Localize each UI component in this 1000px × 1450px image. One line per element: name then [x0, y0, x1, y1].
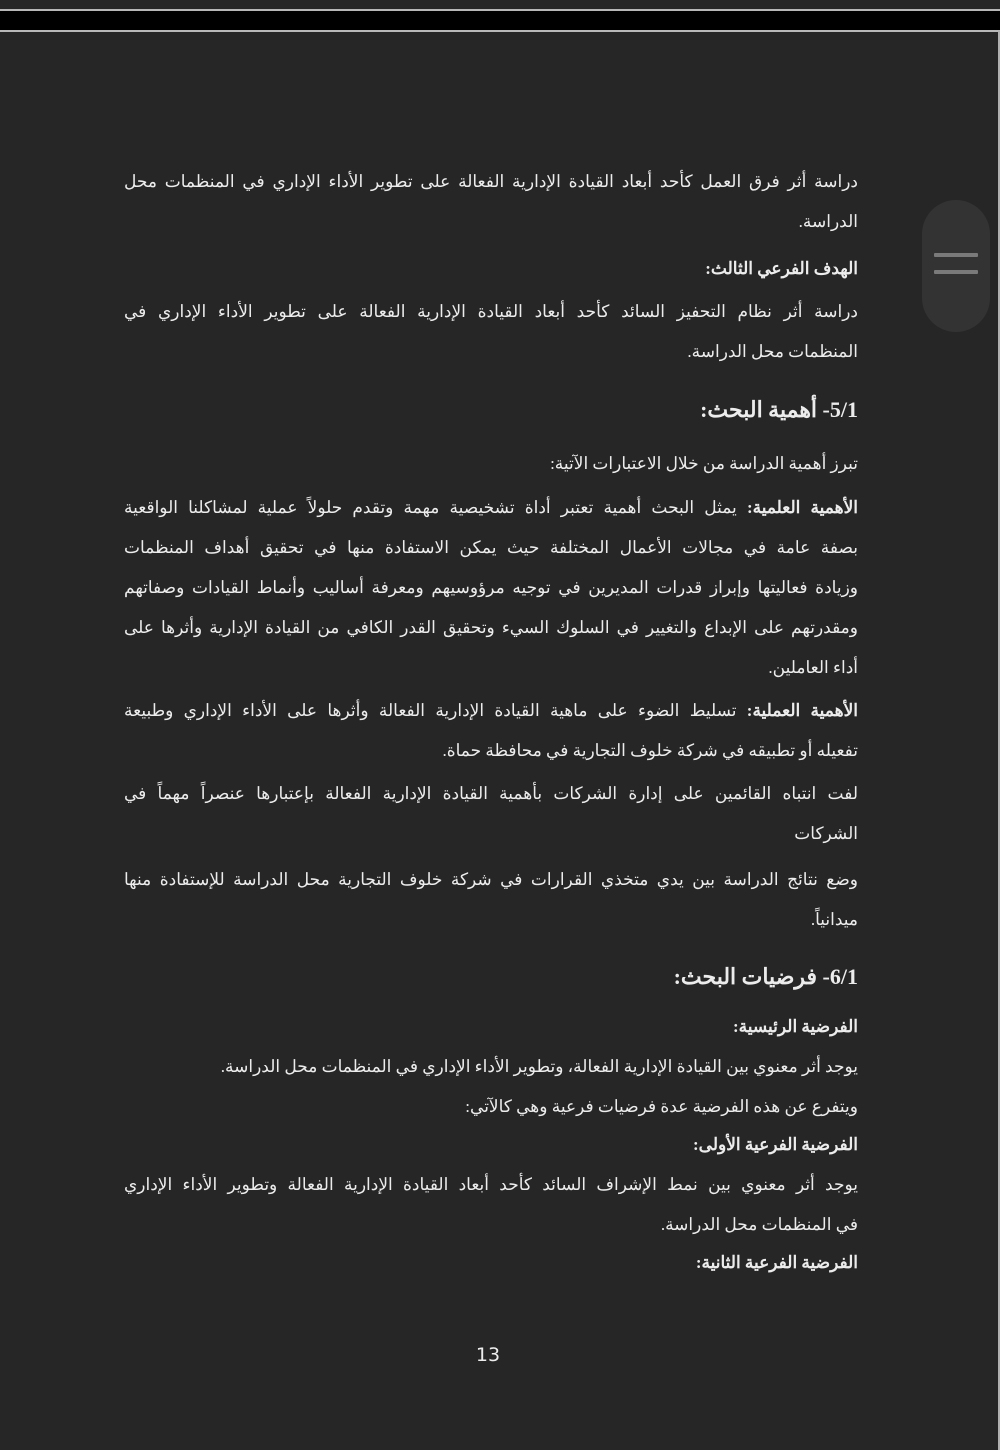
label-practical-importance: الأهمية العملية:: [746, 701, 858, 720]
paragraph-line: وضع نتائج الدراسة بين يدي متخذي القرارات في شركة خلوف التجارية محل الدراسة للإستفادة منها: [124, 870, 858, 889]
paragraph-line-scientific-importance: الأهمية العلمية: يمثل البحث أهمية تعتبر أداة تشخيصية مهمة وتقدم حلولاً عملية لمشاكلنا الواقعية: [124, 498, 859, 517]
paragraph-line: ومقدرتهم على الإبداع والتغيير في السلوك السيء وتحقيق القدر الكافي من القيادة الإدارية وأثرها على: [124, 618, 858, 637]
paragraph-line: تفعيله أو تطبيقه في شركة خلوف التجارية في محافظة حماة.: [442, 741, 858, 760]
paragraph-line: الشركات: [794, 824, 858, 843]
section-heading-research-importance: 5/1- أهمية البحث:: [700, 397, 858, 422]
paragraph-line: في المنظمات محل الدراسة.: [660, 1215, 858, 1234]
subheading-third-sub-objective: الهدف الفرعي الثالث:: [705, 259, 858, 278]
toolbar-bar: [0, 11, 1000, 30]
paragraph-line: بصفة عامة في مجالات الأعمال المختلفة حيث يمكن الاستفادة منها في تحقيق أهداف المنظمات: [124, 538, 858, 557]
subheading-first-sub-hypothesis: الفرضية الفرعية الأولى:: [693, 1135, 858, 1154]
subheading-second-sub-hypothesis: الفرضية الفرعية الثانية:: [695, 1253, 858, 1272]
paragraph-line: وزيادة فعاليتها وإبراز قدرات المديرين في توجيه مرؤوسيهم ومعرفة أساليب وأنماط القيادات وصفاتهم: [124, 578, 858, 597]
label-scientific-importance: الأهمية العلمية:: [746, 498, 859, 517]
paragraph-line: ميدانياً.: [810, 910, 858, 929]
paragraph-line: لفت انتباه القائمين على إدارة الشركات بأهمية القيادة الإدارية الفعالة بإعتبارها عنصراً مهماً في: [124, 784, 858, 803]
paragraph-line: دراسة أثر فرق العمل كأحد أبعاد القيادة الإدارية الفعالة على تطوير الأداء الإداري في المنظمات محل: [124, 172, 858, 191]
paragraph-line: المنظمات محل الدراسة.: [687, 342, 858, 361]
paragraph-line: يوجد أثر معنوي بين نمط الإشراف السائد كأحد أبعاد القيادة الإدارية الفعالة وتطوير الأداء الإداري: [124, 1175, 858, 1194]
paragraph-line: أداء العاملين.: [768, 658, 858, 677]
subheading-main-hypothesis: الفرضية الرئيسية:: [732, 1017, 858, 1036]
paragraph-line: يوجد أثر معنوي بين القيادة الإدارية الفعالة، وتطوير الأداء الإداري في المنظمات محل الدراسة.: [220, 1057, 858, 1076]
window-top-strip: [0, 0, 1000, 9]
paragraph-line-practical-importance: الأهمية العملية: تسليط الضوء على ماهية القيادة الإدارية الفعالة وأثرها على الأداء الإداري وطبيعة: [124, 701, 858, 720]
paragraph-line: دراسة أثر نظام التحفيز السائد كأحد أبعاد القيادة الإدارية الفعالة على تطوير الأداء الإداري في: [124, 302, 858, 321]
paragraph-line: تبرز أهمية الدراسة من خلال الاعتبارات الآتية:: [550, 454, 858, 473]
scroll-handle[interactable]: [922, 200, 990, 332]
paragraph-line: الدراسة.: [798, 212, 858, 231]
page-number: 13: [475, 1344, 501, 1366]
paragraph-line: ويتفرع عن هذه الفرضية عدة فرضيات فرعية وهي كالآتي:: [465, 1097, 858, 1116]
section-heading-research-hypotheses: 6/1- فرضيات البحث:: [673, 964, 858, 989]
